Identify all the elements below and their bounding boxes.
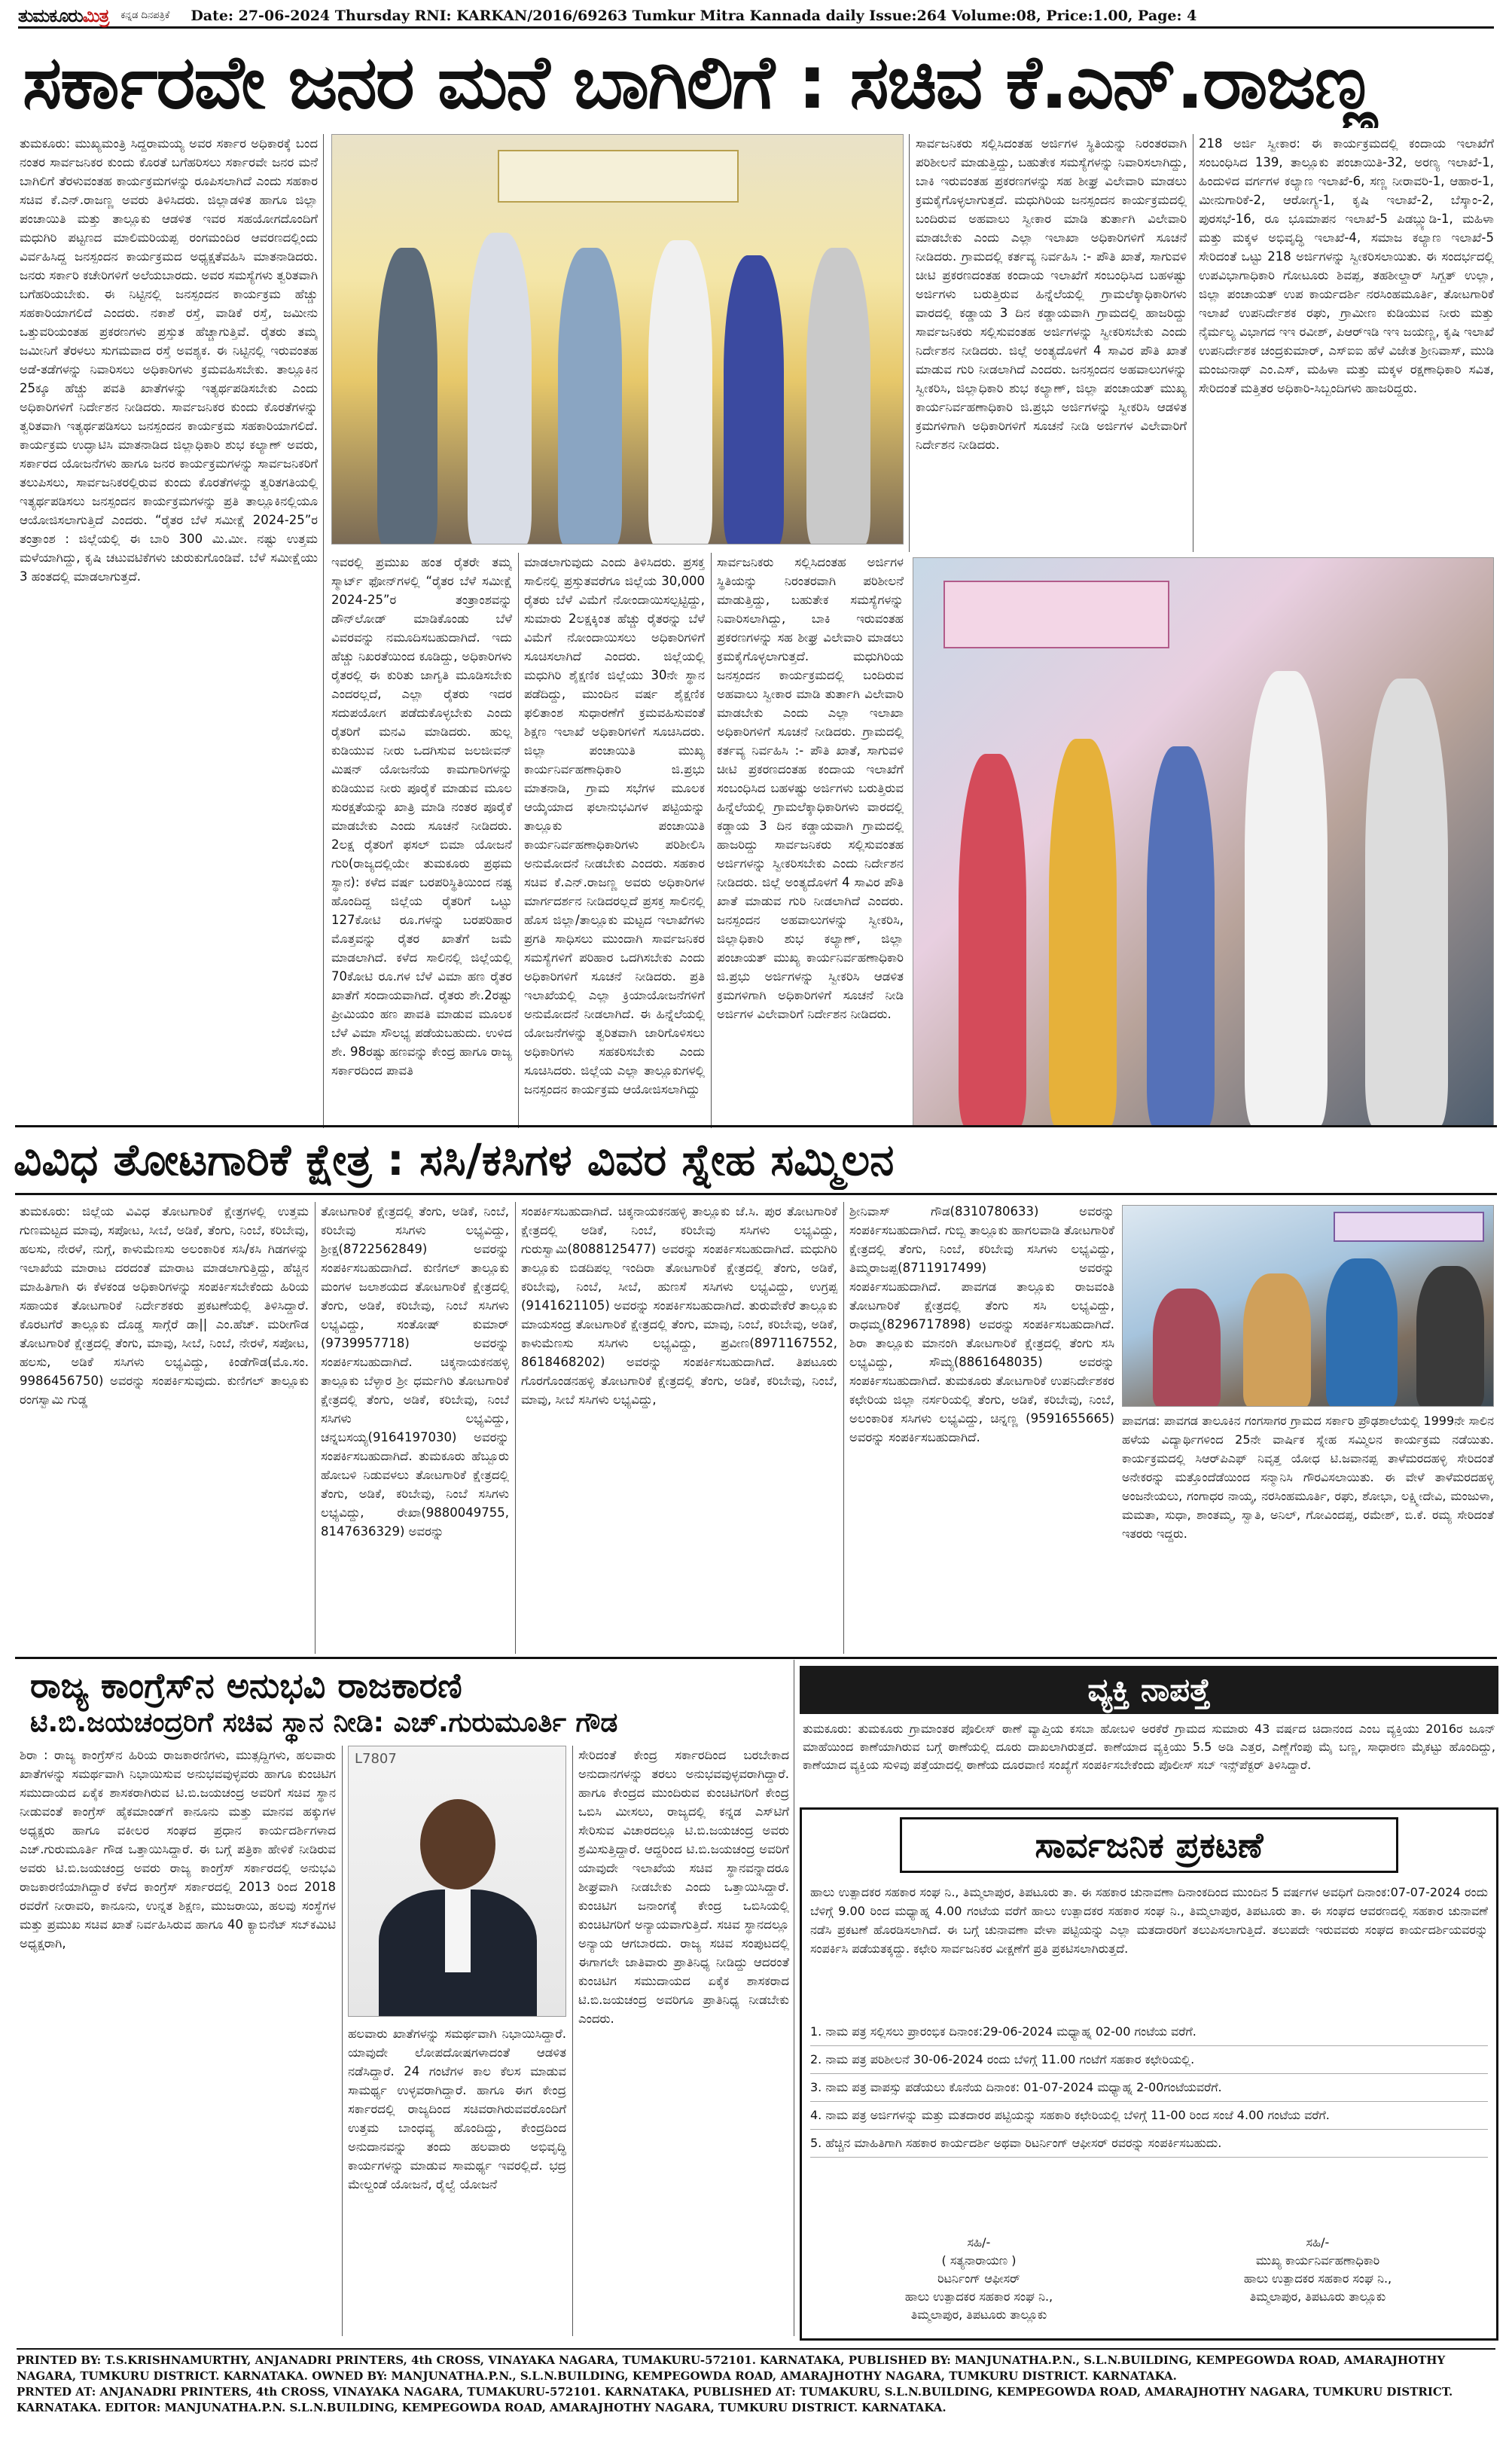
missing-person-headline: ವ್ಯಕ್ತಿ ನಾಪತ್ತೆ [800, 1666, 1498, 1714]
schedule-item: 2. ನಾಮ ಪತ್ರ ಪರಿಶೀಲನೆ 30-06-2024 ರಂದು ಬೆಳಿಗ್ಗೆ 11.00 ಗಂಟೆಗೆ ಸಹಕಾರ ಕಛೇರಿಯಲ್ಲಿ. [810, 2046, 1488, 2074]
public-notice-schedule [810, 2018, 1488, 2158]
notice-signature-left: ಸಹಿ/- ( ಸತ್ಯನಾರಾಯಣ ) ರಿಟರ್ನಿಂಗ್ ಆಫೀಸರ್ ಹಾಲು ಉತ್ಪಾದಕರ ಸಹಕಾರ ಸಂಘ ನಿ., ತಿಮ್ಮಲಾಪುರ, ತಿಪಟೂರು ತಾಲ್ಲೂಕು [904, 2235, 1053, 2322]
imprint-line-2: PRNTED AT: ANJANADRI PRINTERS, 4th CROSS, VINAYAKA NAGARA, TUMAKURU-572101. KARNATAKA, PUBLISHED AT: TUMAKURU, S.L.N.BUILDING, KEMPEGOWDA ROAD, AMARAJHOTHY NAGARA, TUMKURU DISTRICT. KARNATAKA. EDITOR: MANJUNATHA.P.N. S.L.N.BUILDING, KEMPEGOWDA ROAD, AMARAJHOTHY NAGARA, TUMKURU DISTRICT. KARNATAKA. [17, 2385, 1453, 2414]
story1-column-2: ಇವರಲ್ಲಿ ಪ್ರಮುಖ ಹಂತ ರೈತರೇ ತಮ್ಮ ಸ್ಮಾರ್ಟ್ ಫೋನ್‌ಗಳಲ್ಲಿ “ರೈತರ ಬೆಳೆ ಸಮೀಕ್ಷೆ 2024-25”ರ ತಂತ್ರಾಂಶವನ್ನು ಡೌನ್‌ಲೋಡ್ ಮಾಡಿಕೊಂಡು ಬೆಳೆ ವಿವರವನ್ನು ನಮೂದಿಸಬಹುದಾಗಿದೆ. ಇದು ಹೆಚ್ಚು ನಿಖರತೆಯಿಂದ ಕೂಡಿದ್ದು, ಅಧಿಕಾರಿಗಳು ರೈತರಲ್ಲಿ ಈ ಕುರಿತು ಜಾಗೃತಿ ಮೂಡಿಸಬೇಕು ಎಂದರಲ್ಲದೆ, ಎಲ್ಲಾ ರೈತರು ಇದರ ಸದುಪಯೋಗ ಪಡೆದುಕೊಳ್ಳಬೇಕು ಎಂದು ರೈತರಿಗೆ ಮನವಿ ಮಾಡಿದರು. ಹುಲ್ಲ ಕುಡಿಯುವ ನೀರು ಒದಗಿಸುವ ಜಲಜೀವನ್ ಮಿಷನ್ ಯೋಜನೆಯ ಕಾಮಗಾರಿಗಳನ್ನು ಕುಡಿಯುವ ನೀರು ಪೂರೈಕೆ ಮಾಡುವ ಮೂಲ ಸುರಕ್ಷತೆಯನ್ನು ಖಾತ್ರಿ ಮಾಡಿ ನಂತರ ಪೂರೈಕೆ ಮಾಡಬೇಕು ಎಂದು ಸೂಚನೆ ನೀಡಿದರು. 2ಲಕ್ಷ ರೈತರಿಗೆ ಫಸಲ್ ಬಿಮಾ ಯೋಜನೆ ಗುರಿ(ರಾಜ್ಯದಲ್ಲಿಯೇ ತುಮಕೂರು ಪ್ರಥಮ ಸ್ಥಾನ): ಕಳೆದ ವರ್ಷ ಬರಪರಿಸ್ಥಿತಿಯಿಂದ ನಷ್ಟ ಹೊಂದಿದ್ದ ಜಿಲ್ಲೆಯ ರೈತರಿಗೆ ಒಟ್ಟು 127ಕೋಟಿ ರೂ.ಗಳನ್ನು ಬರಪರಿಹಾರ ಮೊತ್ತವನ್ನು ರೈತರ ಖಾತೆಗೆ ಜಮೆ ಮಾಡಲಾಗಿದೆ. ಕಳೆದ ಸಾಲಿನಲ್ಲಿ ಜಿಲ್ಲೆಯಲ್ಲಿ 70ಕೋಟಿ ರೂ.ಗಳ ಬೆಳೆ ವಿಮಾ ಹಣ ರೈತರ ಖಾತೆಗೆ ಸಂದಾಯವಾಗಿದೆ. ರೈತರು ಶೇ.2ರಷ್ಟು ಪ್ರೀಮಿಯಂ ಹಣ ಪಾವತಿ ಮಾಡುವ ಮೂಲಕ ಬೆಳೆ ವಿಮಾ ಸೌಲಭ್ಯ ಪಡೆಯಬಹುದು. ಉಳಿದ ಶೇ. 98ರಷ್ಟು ಹಣವನ್ನು ಕೇಂದ್ರ ಹಾಗೂ ರಾಜ್ಯ ಸರ್ಕಾರದಿಂದ ಪಾವತಿ [331, 555, 512, 1078]
story3-headline: ರಾಜ್ಯ ಕಾಂಗ್ರೆಸ್‌ನ ಅನುಭವಿ ರಾಜಕಾರಣಿ [30, 1665, 462, 1706]
schedule-item: 4. ನಾಮ ಪತ್ರ ಅರ್ಜಿಗಳನ್ನು ಮತ್ತು ಮತದಾರರ ಪಟ್ಟಿಯನ್ನು ಸಹಕಾರಿ ಕಛೇರಿಯಲ್ಲಿ ಬೆಳಿಗ್ಗೆ 11-00 ರಿಂದ ಸಂಜೆ 4.00 ಗಂಟೆಯ ವರೆಗೆ. [810, 2102, 1488, 2130]
masthead [18, 5, 1494, 29]
portrait-label: L7807 [355, 1751, 397, 1767]
story2-column-4: ಶ್ರೀನಿವಾಸ್ ಗೌಡ(8310780633) ಅವರನ್ನು ಸಂಪರ್ಕಿಸಬಹುದಾಗಿದೆ. ಗುಬ್ಬಿ ತಾಲ್ಲೂಕು ಹಾಗಲವಾಡಿ ತೋಟಗಾರಿಕೆ ಕ್ಷೇತ್ರದಲ್ಲಿ ತೆಂಗು, ನಿಂಬೆ, ಕರಿಬೇವು ಸಸಿಗಳು ಲಭ್ಯವಿದ್ದು, ತಿಮ್ಮರಾಜಪ್ಪ(8711917499) ಅವರನ್ನು ಸಂಪರ್ಕಿಸಬಹುದಾಗಿದೆ. ಪಾವಗಡ ತಾಲ್ಲೂಕು ರಾಜವಂತಿ ತೋಟಗಾರಿಕೆ ಕ್ಷೇತ್ರದಲ್ಲಿ ತೆಂಗು ಸಸಿ ಲಭ್ಯವಿದ್ದು, ರಾಧಮ್ಮ(8296717898) ಅವರನ್ನು ಸಂಪರ್ಕಿಸಬಹುದಾಗಿದೆ. ಶಿರಾ ತಾಲ್ಲೂಕು ಮಾನಂಗಿ ತೋಟಗಾರಿಕೆ ಕ್ಷೇತ್ರದಲ್ಲಿ ತೆಂಗು ಸಸಿ ಲಭ್ಯವಿದ್ದು, ಸೌಮ್ಯ(8861648035) ಅವರನ್ನು ಸಂಪರ್ಕಿಸಬಹುದಾಗಿದೆ. ತುಮಕೂರು ತೋಟಗಾರಿಕೆ ಉಪನಿರ್ದೇಶಕರ ಕಛೇರಿಯ ಜಿಲ್ಲಾ ನರ್ಸರಿಯಲ್ಲಿ ತೆಂಗು, ಅಡಿಕೆ, ಕರಿಬೇವು, ನಿಂಬೆ, ಅಲಂಕಾರಿಕ ಸಸಿಗಳು ಲಭ್ಯವಿದ್ದು, ಚಿನ್ನಣ್ಣ (9591655665) ಅವರನ್ನು ಸಂಪರ್ಕಿಸಬಹುದಾಗಿದೆ. [849, 1204, 1114, 1444]
schedule-item: 5. ಹೆಚ್ಚಿನ ಮಾಹಿತಿಗಾಗಿ ಸಹಕಾರ ಕಾರ್ಯದರ್ಶಿ ಅಥವಾ ರಿಟರ್ನಿಂಗ್ ಆಫೀಸರ್ ರವರನ್ನು ಸಂಪರ್ಕಿಸಬಹುದು. [810, 2130, 1488, 2158]
story3-column-3: ಸೇರಿದಂತೆ ಕೇಂದ್ರ ಸರ್ಕಾರದಿಂದ ಬರಬೇಕಾದ ಅನುದಾನಗಳನ್ನು ತರಲು ಅನುಭವವುಳ್ಳವರಾಗಿದ್ದಾರೆ. ಹಾಗೂ ಕೇಂದ್ರದ ಮುಂದಿರುವ ಕುಂಚಿಟಿಗರಿಗೆ ಕೇಂದ್ರ ಒಬಿಸಿ ಮೀಸಲು, ರಾಜ್ಯದಲ್ಲಿ ಕನ್ನಡ ಎಸ್‌ಟಿಗೆ ಸೇರಿಸುವ ವಿಚಾರದಲ್ಲೂ ಟಿ.ಬಿ.ಜಯಚಂದ್ರ ಅವರು ಶ್ರಮಿಸುತ್ತಿದ್ದಾರೆ. ಆದ್ದರಿಂದ ಟಿ.ಬಿ.ಜಯಚಂದ್ರ ಅವರಿಗೆ ಯಾವುದೇ ಇಲಾಖೆಯ ಸಚಿವ ಸ್ಥಾನವನ್ನಾದರೂ ಶೀಘ್ರವಾಗಿ ನೀಡಬೇಕು ಎಂದು ಒತ್ತಾಯಿಸಿದ್ದಾರೆ. ಕುಂಚಿಟಿಗ ಜನಾಂಗಕ್ಕೆ ಕೇಂದ್ರ ಒಬಿಸಿಯಲ್ಲಿ ಕುಂಚಿಟಿಗರಿಗೆ ಅನ್ಯಾಯವಾಗುತ್ತಿದೆ. ಸಚಿವ ಸ್ಥಾನದಲ್ಲೂ ಅನ್ಯಾಯ ಆಗಬಾರದು. ರಾಜ್ಯ ಸಚಿವ ಸಂಪುಟದಲ್ಲಿ ಈಗಾಗಲೇ ಜಾತಿವಾರು ಪ್ರಾತಿನಿಧ್ಯ ನೀಡಿದ್ದು ಆದರಂತೆ ಕುಂಚಿಟಿಗ ಸಮುದಾಯದ ಏಕೈಕ ಶಾಸಕರಾದ ಟಿ.ಬಿ.ಜಯಚಂದ್ರ ಅವರಿಗೂ ಪ್ರಾತಿನಿಧ್ಯ ನೀಡಬೇಕು ಎಂದರು. [578, 1748, 789, 2026]
schedule-item: 1. ನಾಮ ಪತ್ರ ಸಲ್ಲಿಸಲು ಪ್ರಾರಂಭಿಕ ದಿನಾಂಕ:29-06-2024 ಮಧ್ಯಾಹ್ನ 02-00 ಗಂಟೆಯ ವರೆಗೆ. [810, 2018, 1488, 2046]
story1-headline: ಸರ್ಕಾರವೇ ಜನರ ಮನೆ ಬಾಗಿಲಿಗೆ : ಸಚಿವ ಕೆ.ಎನ್.ರಾಜಣ್ಣ [23, 40, 1376, 126]
public-notice-headline: ಸಾರ್ವಜನಿಕ ಪ್ರಕಟಣೆ [900, 1817, 1398, 1873]
logo-part2: ಮಿತ್ರ [82, 5, 109, 26]
story1-column-1: ತುಮಕೂರು: ಮುಖ್ಯಮಂತ್ರಿ ಸಿದ್ದರಾಮಯ್ಯ ಅವರ ಸರ್ಕಾರ ಅಧಿಕಾರಕ್ಕೆ ಬಂದ ನಂತರ ಸಾರ್ವಜನಿಕರ ಕುಂದು ಕೊರತೆ ಬಗೆಹರಿಸಲು ಸರ್ಕಾರವೇ ಜನರ ಮನೆ ಬಾಗಿಲಿಗೆ ತೆರಳುವಂತಹ ಕಾರ್ಯಕ್ರಮಗಳನ್ನು ರೂಪಿಸಲಾಗಿದೆ ಎಂದು ಸಹಕಾರ ಸಚಿವ ಕೆ.ಎನ್.ರಾಜಣ್ಣ ಅವರು ತಿಳಿಸಿದರು. ಜಿಲ್ಲಾಡಳಿತ ಹಾಗೂ ಜಿಲ್ಲಾ ಪಂಚಾಯಿತಿ ಮತ್ತು ತಾಲ್ಲೂಕು ಆಡಳಿತ ಇವರ ಸಹಯೋಗದೊಂದಿಗೆ ಮಧುಗಿರಿ ಪಟ್ಟಣದ ಮಾಲಿಮರಿಯಪ್ಪ ರಂಗಮಂದಿರ ಆವರಣದಲ್ಲಿಂದು ವಿರ್ವಹಿಸಿದ್ದ ಜನಸ್ಪಂದನ ಕಾರ್ಯಕ್ರಮದ ಅಧ್ಯಕ್ಷತೆವಹಿಸಿ ಮಾತನಾಡಿದರು. ಜನರು ಸರ್ಕಾರಿ ಕಚೇರಿಗಳಿಗೆ ಅಲೆಯಬಾರದು. ಅವರ ಸಮಸ್ಯೆಗಳು ತ್ವರಿತವಾಗಿ ಬಗೆಹರಿಯಬೇಕು. ಈ ನಿಟ್ಟಿನಲ್ಲಿ ಜನಸ್ಪಂದನ ಕಾರ್ಯಕ್ರಮ ಹೆಚ್ಚು ಸಹಕಾರಿಯಾಗಲಿದೆ ಎಂದರು. ನಕಾಶೆ ರಸ್ತೆ, ವಾಡಿಕೆ ರಸ್ತೆ, ಜಮೀನು ಒತ್ತುವರಿಯಂತಹ ಪ್ರಕರಣಗಳು ಪ್ರಸ್ತುತ ಹೆಚ್ಚಾಗುತ್ತಿವೆ. ರೈತರು ತಮ್ಮ ಜಮೀನಿಗೆ ತೆರಳಲು ಸುಗಮವಾದ ರಸ್ತೆ ಅವಶ್ಯಕ. ಈ ನಿಟ್ಟಿನಲ್ಲಿ ಇರುವಂತಹ ಅಡೆ-ತಡೆಗಳನ್ನು ನಿವಾರಿಸಲು ಅಧಿಕಾರಿಗಳು ಕ್ರಮವಹಿಸಬೇಕು. ತಾಲ್ಲೂಕಿನ 25ಕ್ಕೂ ಹೆಚ್ಚು ಪವತಿ ಖಾತೆಗಳನ್ನು ಇತ್ಯರ್ಥಪಡಿಸಬೇಕು ಎಂದು ಅಧಿಕಾರಿಗಳಿಗೆ ನಿರ್ದೇಶನ ನೀಡಿದರು. ಸಾರ್ವಜನಿಕರ ಕುಂದು ಕೊರತೆಗಳನ್ನು ತ್ವರಿತವಾಗಿ ಇತ್ಯರ್ಥಪಡಿಸಲು ಜನಸ್ಪಂದನ ಕಾರ್ಯಕ್ರಮ ಸಹಕಾರಿಯಾಗಲಿದೆ. ಕಾರ್ಯಕ್ರಮ ಉದ್ಘಾಟಿಸಿ ಮಾತನಾಡಿದ ಜಿಲ್ಲಾಧಿಕಾರಿ ಶುಭ ಕಲ್ಯಾಣ್ ಅವರು, ಸರ್ಕಾರದ ಯೋಜನೆಗಳು ಹಾಗೂ ಜನರ ಕಾರ್ಯಕ್ರಮಗಳನ್ನು ಸಾರ್ವಜನಿಕರಿಗೆ ತಲುಪಿಸಲು, ಸಾರ್ವಜನಿಕರಲ್ಲಿರುವ ಕುಂದು ಕೊರತೆಗಳನ್ನು ತ್ವರಿತಗತಿಯಲ್ಲಿ ಇತ್ಯರ್ಥಪಡಿಸಲು ಜನಸ್ಪಂದನ ಕಾರ್ಯಕ್ರಮಗಳನ್ನು ಪ್ರತಿ ತಾಲ್ಲೂಕಿನಲ್ಲಿಯೂ ಆಯೋಜಿಸಲಾಗುತ್ತಿದೆ ಎಂದರು. “ರೈತರ ಬೆಳೆ ಸಮೀಕ್ಷೆ 2024-25”ರ ತಂತ್ರಾಂಶ : ಜಿಲ್ಲೆಯಲ್ಲಿ ಈ ಬಾರಿ 300 ಮಿ.ಮೀ. ನಷ್ಟು ಉತ್ತಮ ಮಳೆಯಾಗಿದ್ದು, ಕೃಷಿ ಚಟುವಟಿಕೆಗಳು ಚುರುಕುಗೊಂಡಿವೆ. ಬೆಳೆ ಸಮೀಕ್ಷೆಯು 3 ಹಂತದಲ್ಲಿ ಮಾಡಲಾಗುತ್ತದೆ. [20, 136, 318, 584]
story3-column-1: ಶಿರಾ : ರಾಜ್ಯ ಕಾಂಗ್ರೆಸ್‌ನ ಹಿರಿಯ ರಾಜಕಾರಣಿಗಳು, ಮುತ್ಸದ್ದಿಗಳು, ಹಲವಾರು ಖಾತೆಗಳನ್ನು ಸಮರ್ಥವಾಗಿ ನಿಭಾಯಿಸುವ ಅನುಭವವುಳ್ಳವರು ಹಾಗೂ ಕುಂಚಿಟಿಗ ಸಮುದಾಯದ ಏಕೈಕ ಶಾಸಕರಾಗಿರುವ ಟಿ.ಬಿ.ಜಯಚಂದ್ರ ಅವರಿಗೆ ಸಚಿವ ಸ್ಥಾನ ನೀಡುವಂತೆ ಕಾಂಗ್ರೆಸ್ ಹೈಕಮಾಂಡ್‌ಗೆ ಕಾನೂನು ಮತ್ತು ಮಾನವ ಹಕ್ಕುಗಳ ಅಧ್ಯಕ್ಷರು ಹಾಗೂ ವಕೀಲರ ಸಂಘದ ಪ್ರಧಾನ ಕಾರ್ಯದರ್ಶಿಗಳಾದ ಎಚ್.ಗುರುಮೂರ್ತಿ ಗೌಡ ಒತ್ತಾಯಿಸಿದ್ದಾರೆ. ಈ ಬಗ್ಗೆ ಪತ್ರಿಕಾ ಹೇಳಿಕೆ ನೀಡಿರುವ ಅವರು ಟಿ.ಬಿ.ಜಯಚಂದ್ರ ಅವರು ರಾಜ್ಯ ಕಾಂಗ್ರೆಸ್ ಸರ್ಕಾರದಲ್ಲಿ ಅನುಭವಿ ರಾಜಕಾರಣಿಯಾಗಿದ್ದಾರೆ ಕಳೆದ ಕಾಂಗ್ರೆಸ್ ಸರ್ಕಾರದಲ್ಲಿ 2013 ರಿಂದ 2018 ರವರೆಗೆ ನೀರಾವರಿ, ಕಾನೂನು, ಉನ್ನತ ಶಿಕ್ಷಣ, ಮುಜರಾಯಿ, ಹಲವು ಸಂಸ್ಥೆಗಳ ಮತ್ತು ಪ್ರಮುಖ ಸಚಿವ ಖಾತೆ ನಿರ್ವಹಿಸಿರುವ ಹಾಗೂ 40 ಕ್ಯಾಬಿನೆಟ್ ಸಬ್‌ಕಮಿಟಿ ಅಧ್ಯಕ್ಷರಾಗಿ, [20, 1748, 336, 1951]
story1-photo-exhibition [913, 557, 1494, 1126]
notice-signature-right: ಸಹಿ/- ಮುಖ್ಯ ಕಾರ್ಯನಿರ್ವಹಣಾಧಿಕಾರಿ ಹಾಲು ಉತ್ಪಾದಕರ ಸಹಕಾರ ಸಂಘ ನಿ., ತಿಮ್ಮಲಾಪುರ, ತಿಪಟೂರು ತಾಲ್ಲೂಕು [1243, 2235, 1392, 2304]
story3-portrait-photo [348, 1746, 566, 2017]
story2-photo-caption: ಪಾವಗಡ: ಪಾವಗಡ ತಾಲೂಕಿನ ಗಂಗಸಾಗರ ಗ್ರಾಮದ ಸರ್ಕಾರಿ ಪ್ರೌಢಶಾಲೆಯಲ್ಲಿ 1999ನೇ ಸಾಲಿನ ಹಳೆಯ ವಿದ್ಯಾರ್ಥಿಗಳಿಂದ 25ನೇ ವಾರ್ಷಿಕ ಸ್ನೇಹ ಸಮ್ಮಿಲನ ಕಾರ್ಯಕ್ರಮ ನಡೆಯಿತು. ಕಾರ್ಯಕ್ರಮದಲ್ಲಿ ಸಿಆರ್‌ಪಿಎಫ್ ನಿವೃತ್ತ ಯೋಧ ಟಿ.ಜವಾನಪ್ಪ ತಾಳೆಮರದಹಳ್ಳಿ ಸೇರಿದಂತೆ ಅನೇಕರನ್ನು ಮತ್ತೊಂದೆಡೆಯಿಂದ ಸನ್ಮಾನಿಸಿ ಗೌರವಿಸಲಾಯಿತು. ಈ ವೇಳೆ ತಾಳೆಮರದಹಳ್ಳಿ ಅಂಜನೇಯಲು, ಗಂಗಾಧರ ನಾಯ್ಕ, ನರಸಿಂಹಮೂರ್ತಿ, ರಘು, ಶೋಭಾ, ಲಕ್ಷ್ಮೀದೇವಿ, ಮಂಜುಳಾ, ಮಮತಾ, ಸುಧಾ, ಶಾಂತಮ್ಮ, ಸ್ವಾತಿ, ಅನಿಲ್, ಗೋವಿಂದಪ್ಪ, ರಮೇಶ್, ಬಿ.ಕೆ. ರಮ್ಯ ಸೇರಿದಂತೆ ಇತರರು ಇದ್ದರು. [1122, 1414, 1494, 1541]
story1-column-3: ಮಾಡಲಾಗುವುದು ಎಂದು ತಿಳಿಸಿದರು. ಪ್ರಸಕ್ತ ಸಾಲಿನಲ್ಲಿ ಪ್ರಸ್ತುತವರೆಗೂ ಜಿಲ್ಲೆಯ 30,000 ರೈತರು ಬೆಳೆ ವಿಮೆಗೆ ನೋಂದಾಯಿಸಲ್ಪಟ್ಟಿದ್ದು, ಸುಮಾರು 2ಲಕ್ಷಕ್ಕಿಂತ ಹೆಚ್ಚು ರೈತರನ್ನು ಬೆಳೆ ವಿಮೆಗೆ ನೋಂದಾಯಿಸಲು ಅಧಿಕಾರಿಗಳಿಗೆ ಸೂಚಿಸಲಾಗಿದೆ ಎಂದರು. ಜಿಲ್ಲೆಯಲ್ಲಿ ಮಧುಗಿರಿ ಶೈಕ್ಷಣಿಕ ಜಿಲ್ಲೆಯು 30ನೇ ಸ್ಥಾನ ಪಡೆದಿದ್ದು, ಮುಂದಿನ ವರ್ಷ ಶೈಕ್ಷಣಿಕ ಫಲಿತಾಂಶ ಸುಧಾರಣೆಗೆ ಕ್ರಮವಹಿಸುವಂತೆ ಶಿಕ್ಷಣ ಇಲಾಖೆ ಅಧಿಕಾರಿಗಳಿಗೆ ಸೂಚಿಸಿದರು. ಜಿಲ್ಲಾ ಪಂಚಾಯಿತಿ ಮುಖ್ಯ ಕಾರ್ಯನಿರ್ವಹಣಾಧಿಕಾರಿ ಜಿ.ಪ್ರಭು ಮಾತನಾಡಿ, ಗ್ರಾಮ ಸಭೆಗಳ ಮೂಲಕ ಆಯ್ಕೆಯಾದ ಫಲಾನುಭವಿಗಳ ಪಟ್ಟಿಯನ್ನು ತಾಲ್ಲೂಕು ಪಂಚಾಯಿತಿ ಕಾರ್ಯನಿರ್ವಹಣಾಧಿಕಾರಿಗಳು ಪರಿಶೀಲಿಸಿ ಅನುಮೋದನೆ ನೀಡಬೇಕು ಎಂದರು. ಸಹಕಾರ ಸಚಿವ ಕೆ.ಎನ್.ರಾಜಣ್ಣ ಅವರು ಅಧಿಕಾರಿಗಳ ಮಾರ್ಗದರ್ಶನ ನೀಡಿದರಲ್ಲದೆ ಪ್ರಸಕ್ತ ಸಾಲಿನಲ್ಲಿ ಹೊಸ ಜಿಲ್ಲಾ/ತಾಲ್ಲೂಕು ಮಟ್ಟದ ಇಲಾಖೆಗಳು ಪ್ರಗತಿ ಸಾಧಿಸಲು ಮುಂದಾಗಿ ಸಾರ್ವಜನಿಕರ ಸಮಸ್ಯೆಗಳಿಗೆ ಪರಿಹಾರ ಒದಗಿಸಬೇಕು ಎಂದು ಅಧಿಕಾರಿಗಳಿಗೆ ಸೂಚನೆ ನೀಡಿದರು. ಪ್ರತಿ ಇಲಾಖೆಯಲ್ಲಿ ಎಲ್ಲಾ ಕ್ರಿಯಾಯೋಜನೆಗಳಿಗೆ ಅನುಮೋದನೆ ನೀಡಲಾಗಿದೆ. ಈ ಹಿನ್ನೆಲೆಯಲ್ಲಿ ಯೋಜನೆಗಳನ್ನು ತ್ವರಿತವಾಗಿ ಜಾರಿಗೊಳಿಸಲು ಅಧಿಕಾರಿಗಳು ಸಹಕರಿಸಬೇಕು ಎಂದು ಸೂಚಿಸಿದರು. ಜಿಲ್ಲೆಯ ಎಲ್ಲಾ ತಾಲ್ಲೂಕುಗಳಲ್ಲಿ ಜನಸ್ಪಂದನ ಕಾರ್ಯಕ್ರಮ ಆಯೋಜಿಸಲಾಗಿದ್ದು [524, 555, 705, 1096]
story1-column-4a: ಸಾರ್ವಜನಿಕರು ಸಲ್ಲಿಸಿದಂತಹ ಅರ್ಜಿಗಳ ಸ್ಥಿತಿಯನ್ನು ನಿರಂತರವಾಗಿ ಪರಿಶೀಲನೆ ಮಾಡುತ್ತಿದ್ದು, ಬಹುತೇಕ ಸಮಸ್ಯೆಗಳನ್ನು ನಿವಾರಿಸಲಾಗಿದ್ದು, ಬಾಕಿ ಇರುವಂತಹ ಪ್ರಕರಣಗಳನ್ನು ಸಹ ಶೀಘ್ರ ವಿಲೇವಾರಿ ಮಾಡಲು ಕ್ರಮಕೈಗೊಳ್ಳಲಾಗುತ್ತದೆ. ಮಧುಗಿರಿಯ ಜನಸ್ಪಂದನ ಕಾರ್ಯಕ್ರಮದಲ್ಲಿ ಬಂದಿರುವ ಅಹವಾಲು ಸ್ವೀಕಾರ ಮಾಡಿ ತುರ್ತಾಗಿ ವಿಲೇವಾರಿ ಮಾಡಬೇಕು ಎಂದು ಎಲ್ಲಾ ಇಲಾಖಾ ಅಧಿಕಾರಿಗಳಿಗೆ ಸೂಚನೆ ನೀಡಿದರು. ಗ್ರಾಮದಲ್ಲಿ ಕರ್ತವ್ಯ ನಿರ್ವಹಿಸಿ :- ಪೌತಿ ಖಾತೆ, ಸಾಗುವಳಿ ಚೀಟಿ ಪ್ರಕರಣದಂತಹ ಕಂದಾಯ ಇಲಾಖೆಗೆ ಸಂಬಂಧಿಸಿದ ಬಹಳಷ್ಟು ಅರ್ಜಿಗಳು ಬರುತ್ತಿರುವ ಹಿನ್ನೆಲೆಯಲ್ಲಿ ಗ್ರಾಮಲೆಕ್ಕಾಧಿಕಾರಿಗಳು ವಾರದಲ್ಲಿ ಕಡ್ಡಾಯ 3 ದಿನ ಕಡ್ಡಾಯವಾಗಿ ಗ್ರಾಮದಲ್ಲಿ ಹಾಜರಿದ್ದು ಸಾರ್ವಜನಿಕರು ಸಲ್ಲಿಸುವಂತಹ ಅರ್ಜಿಗಳನ್ನು ಸ್ವೀಕರಿಸಬೇಕು ಎಂದು ನಿರ್ದೇಶನ ನೀಡಿದರು. ಜಿಲ್ಲೆ ಅಂತ್ಯದೊಳಗೆ 4 ಸಾವಿರ ಪೌತಿ ಖಾತೆ ಮಾಡುವ ಗುರಿ ನೀಡಲಾಗಿದೆ ಎಂದರು. ಜನಸ್ಪಂದನ ಅಹವಾಲುಗಳನ್ನು ಸ್ವೀಕರಿಸಿ, ಜಿಲ್ಲಾಧಿಕಾರಿ ಶುಭ ಕಲ್ಯಾಣ್, ಜಿಲ್ಲಾ ಪಂಚಾಯತ್ ಮುಖ್ಯ ಕಾರ್ಯನಿರ್ವಹಣಾಧಿಕಾರಿ ಜಿ.ಪ್ರಭು ಅರ್ಜಿಗಳನ್ನು ಸ್ವೀಕರಿಸಿ ಆಡಳಿತ ಕ್ರಮಗಳಿಗಾಗಿ ಅಧಿಕಾರಿಗಳಿಗೆ ಸೂಚನೆ ನೀಡಿ ಅರ್ಜಿಗಳ ವಿಲೇವಾರಿಗೆ ನಿರ್ದೇಶನ ನೀಡಿದರು. [916, 136, 1187, 452]
masthead-info: Date: 27-06-2024 Thursday RNI: KARKAN/2016/69263 Tumkur Mitra Kannada daily Issue:264 Volume:08, Price:1.00, Page: 4 [191, 7, 1197, 24]
story2-column-1: ತುಮಕೂರು: ಜಿಲ್ಲೆಯ ವಿವಿಧ ತೋಟಗಾರಿಕೆ ಕ್ಷೇತ್ರಗಳಲ್ಲಿ ಉತ್ತಮ ಗುಣಮಟ್ಟದ ಮಾವು, ಸಪೋಟ, ಸೀಬೆ, ಅಡಿಕೆ, ತೆಂಗು, ನಿಂಬೆ, ಕರಿಬೇವು, ಹಲಸು, ನೇರಳೆ, ನುಗ್ಗೆ, ಕಾಳುಮೆಣಸು ಅಲಂಕಾರಿಕ ಸಸಿ/ಕಸಿ ಗಿಡಗಳನ್ನು ಇಲಾಖೆಯ ಮಾರಾಟ ದರದಂತೆ ಮಾರಾಟ ಮಾಡಲಾಗುತ್ತಿದ್ದು, ಹೆಚ್ಚಿನ ಮಾಹಿತಿಗಾಗಿ ಈ ಕೆಳಕಂಡ ಅಧಿಕಾರಿಗಳನ್ನು ಸಂಪರ್ಕಿಸಬೇಕೆಂದು ಹಿರಿಯ ಸಹಾಯಕ ತೋಟಗಾರಿಕೆ ನಿರ್ದೇಶಕರು ಪ್ರಕಟಣೆಯಲ್ಲಿ ತಿಳಿಸಿದ್ದಾರೆ. ಕೊರಟಗೆರೆ ತಾಲ್ಲೂಕು ದೊಡ್ಡ ಸಾಗ್ಗೆರೆ ಡಾ|| ಎಂ.ಹೆಚ್. ಮರೀಗೌಡ ತೋಟಗಾರಿಕೆ ಕ್ಷೇತ್ರದಲ್ಲಿ ತೆಂಗು, ಮಾವು, ಸೀಬೆ, ನಿಂಬೆ, ನೇರಳೆ, ಸಪೋಟ, ಹಲಸು, ಅಡಿಕೆ ಸಸಿಗಳು ಲಭ್ಯವಿದ್ದು, ಕಿಂಡೆಗೌಡ(ಮೊ.ಸಂ. 9986456750) ಅವರನ್ನು ಸಂಪರ್ಕಿಸುವುದು. ಕುಣಿಗಲ್ ತಾಲ್ಲೂಕು ರಂಗಸ್ವಾಮಿ ಗುಡ್ಡ [20, 1204, 309, 1407]
schedule-item: 3. ನಾಮ ಪತ್ರ ವಾಪಸ್ಸು ಪಡೆಯಲು ಕೊನೆಯ ದಿನಾಂಕ: 01-07-2024 ಮಧ್ಯಾಹ್ನ 2-00ಗಂಟೆಯವರೆಗೆ. [810, 2074, 1488, 2102]
story2-column-2: ತೋಟಗಾರಿಕೆ ಕ್ಷೇತ್ರದಲ್ಲಿ ತೆಂಗು, ಅಡಿಕೆ, ನಿಂಬೆ, ಕರಿಬೇವು ಸಸಿಗಳು ಲಭ್ಯವಿದ್ದು, ಶ್ರೀಕ್ಷ(8722562849) ಅವರನ್ನು ಸಂಪರ್ಕಿಸಬಹುದಾಗಿದೆ. ಕುಣಿಗಲ್ ತಾಲ್ಲೂಕು ಮಂಗಳ ಜಲಾಶಯದ ತೋಟಗಾರಿಕೆ ಕ್ಷೇತ್ರದಲ್ಲಿ ತೆಂಗು, ಅಡಿಕೆ, ಕರಿಬೇವು, ನಿಂಬೆ ಸಸಿಗಳು ಲಭ್ಯವಿದ್ದು, ಸಂತೋಷ್ ಕುಮಾರ್ (9739957718) ಅವರನ್ನು ಸಂಪರ್ಕಿಸಬಹುದಾಗಿದೆ. ಚಿಕ್ಕನಾಯಕನಹಳ್ಳಿ ತಾಲ್ಲೂಕು ಬೆಳ್ಳಾರ ಶ್ರೀ ಧರ್ಮಗಿರಿ ತೋಟಗಾರಿಕೆ ಕ್ಷೇತ್ರದಲ್ಲಿ ತೆಂಗು, ಅಡಿಕೆ, ಕರಿಬೇವು, ನಿಂಬೆ ಸಸಿಗಳು ಲಭ್ಯವಿದ್ದು, ಚನ್ನಬಸಯ್ಯ(9164197030) ಅವರನ್ನು ಸಂಪರ್ಕಿಸಬಹುದಾಗಿದೆ. ತುಮಕೂರು ಹೆಬ್ಬೂರು ಹೋಬಳಿ ನಿಡುವಳಲು ತೋಟಗಾರಿಕೆ ಕ್ಷೇತ್ರದಲ್ಲಿ ತೆಂಗು, ಅಡಿಕೆ, ಕರಿಬೇವು, ನಿಂಬೆ ಸಸಿಗಳು ಲಭ್ಯವಿದ್ದು, ರೇಖಾ(9880049755, 8147636329) ಅವರನ್ನು [321, 1204, 509, 1539]
masthead-tagline: ಕನ್ನಡ ದಿನಪತ್ರಿಕೆ [120, 10, 170, 21]
story1-column-5: 218 ಅರ್ಜಿ ಸ್ವೀಕಾರ: ಈ ಕಾರ್ಯಕ್ರಮದಲ್ಲಿ ಕಂದಾಯ ಇಲಾಖೆಗೆ ಸಂಬಂಧಿಸಿದ 139, ತಾಲ್ಲೂಕು ಪಂಚಾಯಿತಿ-32, ಅರಣ್ಯ ಇಲಾಖೆ-1, ಹಿಂದುಳಿದ ವರ್ಗಗಳ ಕಲ್ಯಾಣ ಇಲಾಖೆ-6, ಸಣ್ಣ ನೀರಾವರಿ-1, ಆಹಾರ-1, ಮೀನುಗಾರಿಕೆ-2, ಆರೋಗ್ಯ-1, ಕೃಷಿ ಇಲಾಖೆ-2, ಬೆಸ್ಕಾಂ-2, ಪುರಸಭೆ-16, ರೂ ಭೂಮಾಪನ ಇಲಾಖೆ-5 ಪಿಡಬ್ಲ್ಯುಡಿ-1, ಮಹಿಳಾ ಮತ್ತು ಮಕ್ಕಳ ಅಭಿವೃದ್ಧಿ ಇಲಾಖೆ-4, ಸಮಾಜ ಕಲ್ಯಾಣ ಇಲಾಖೆ-5 ಸೇರಿದಂತೆ ಒಟ್ಟು 218 ಅರ್ಜಿಗಳನ್ನು ಸ್ವೀಕರಿಸಲಾಯಿತು. ಈ ಸಂದರ್ಭದಲ್ಲಿ ಉಪವಿಭಾಗಾಧಿಕಾರಿ ಗೋಟೂರು ಶಿವಪ್ಪ, ತಹಶೀಲ್ದಾರ್ ಸಿಗ್ಬತ್ ಉಲ್ಲಾ, ಜಿಲ್ಲಾ ಪಂಚಾಯತ್ ಉಪ ಕಾರ್ಯದರ್ಶಿ ನರಸಿಂಹಮೂರ್ತಿ, ತೋಟಗಾರಿಕೆ ಇಲಾಖೆ ಉಪನಿರ್ದೇಶಕ ರಘು, ಗ್ರಾಮೀಣ ಕುಡಿಯುವ ನೀರು ಮತ್ತು ನೈರ್ಮಲ್ಯ ವಿಭಾಗದ ಇಇ ರವೀಶ್, ಪಿಆರ್‌ಇಡಿ ಇಇ ಜಯಣ್ಣ, ಕೃಷಿ ಇಲಾಖೆ ಉಪನಿರ್ದೇಶಕ ಚಂದ್ರಕುಮಾರ್, ಎಸ್ಐಐ ಹೆಳೆ ವಿಜೇತ ಶ್ರೀನಿವಾಸ್, ಮುಡಿ ಮಂಜುನಾಥ್ ಎಂ.ಎಸ್, ಮಹಿಳಾ ಮತ್ತು ಮಕ್ಕಳ ರಕ್ಷಣಾಧಿಕಾರಿ ಸವಿತ, ಸೇರಿದಂತೆ ಮತ್ತಿತರ ಅಧಿಕಾರಿ-ಸಿಬ್ಬಂದಿಗಳು ಹಾಜರಿದ್ದರು. [1199, 136, 1494, 395]
imprint-line-1: PRINTED BY: T.S.KRISHNAMURTHY, ANJANADRI PRINTERS, 4th CROSS, VINAYAKA NAGARA, TUMAKURU-572101. KARNATAKA, PUBLISHED BY: MANJUNATHA.P.N., S.L.N.BUILDING, KEMPEGOWDA ROAD, AMARAJHOTHY NAGARA, TUMKURU DISTRICT. KARNATAKA. OWNED BY: MANJUNATHA.P.N., S.L.N.BUILDING, KEMPEGOWDA ROAD, AMARAJHOTHY NAGARA, TUMKURU DISTRICT. KARNATAKA. [17, 2353, 1446, 2383]
imprint-footer [17, 2348, 1495, 2416]
story3-subheadline: ಟಿ.ಬಿ.ಜಯಚಂದ್ರರಿಗೆ ಸಚಿವ ಸ್ಥಾನ ನೀಡಿ: ಎಚ್.ಗುರುಮೂರ್ತಿ ಗೌಡ [30, 1707, 618, 1738]
newspaper-logo [18, 5, 108, 26]
story3-column-2: ಹಲವಾರು ಖಾತೆಗಳನ್ನು ಸಮರ್ಥವಾಗಿ ನಿಭಾಯಿಸಿದ್ದಾರೆ. ಯಾವುದೇ ಲೋಪದೋಷಗಳಾದಂತೆ ಆಡಳಿತ ನಡೆಸಿದ್ದಾರೆ. 24 ಗಂಟೆಗಳ ಕಾಲ ಕೆಲಸ ಮಾಡುವ ಸಾಮರ್ಥ್ಯ ಉಳ್ಳವರಾಗಿದ್ದಾರೆ. ಹಾಗೂ ಈಗ ಕೇಂದ್ರ ಸರ್ಕಾರದಲ್ಲಿ ರಾಜ್ಯದಿಂದ ಸಚಿವರಾಗಿರುವವರೊಂದಿಗೆ ಉತ್ತಮ ಬಾಂಧವ್ಯ ಹೊಂದಿದ್ದು, ಕೇಂದ್ರದಿಂದ ಅನುದಾನವನ್ನು ತಂದು ಹಲವಾರು ಅಭಿವೃದ್ಧಿ ಕಾರ್ಯಗಳನ್ನು ಮಾಡುವ ಸಾಮರ್ಥ್ಯ ಇವರಲ್ಲಿದೆ. ಭದ್ರ ಮೇಲ್ದಂಡೆ ಯೋಜನೆ, ರೈಲ್ವೆ ಯೋಜನೆ [348, 2027, 566, 2191]
story2-photo-reunion [1122, 1205, 1494, 1407]
story1-column-4: ಸಾರ್ವಜನಿಕರು ಸಲ್ಲಿಸಿದಂತಹ ಅರ್ಜಿಗಳ ಸ್ಥಿತಿಯನ್ನು ನಿರಂತರವಾಗಿ ಪರಿಶೀಲನೆ ಮಾಡುತ್ತಿದ್ದು, ಬಹುತೇಕ ಸಮಸ್ಯೆಗಳನ್ನು ನಿವಾರಿಸಲಾಗಿದ್ದು, ಬಾಕಿ ಇರುವಂತಹ ಪ್ರಕರಣಗಳನ್ನು ಸಹ ಶೀಘ್ರ ವಿಲೇವಾರಿ ಮಾಡಲು ಕ್ರಮಕೈಗೊಳ್ಳಲಾಗುತ್ತದೆ. ಮಧುಗಿರಿಯ ಜನಸ್ಪಂದನ ಕಾರ್ಯಕ್ರಮದಲ್ಲಿ ಬಂದಿರುವ ಅಹವಾಲು ಸ್ವೀಕಾರ ಮಾಡಿ ತುರ್ತಾಗಿ ವಿಲೇವಾರಿ ಮಾಡಬೇಕು ಎಂದು ಎಲ್ಲಾ ಇಲಾಖಾ ಅಧಿಕಾರಿಗಳಿಗೆ ಸೂಚನೆ ನೀಡಿದರು. ಗ್ರಾಮದಲ್ಲಿ ಕರ್ತವ್ಯ ನಿರ್ವಹಿಸಿ :- ಪೌತಿ ಖಾತೆ, ಸಾಗುವಳಿ ಚೀಟಿ ಪ್ರಕರಣದಂತಹ ಕಂದಾಯ ಇಲಾಖೆಗೆ ಸಂಬಂಧಿಸಿದ ಬಹಳಷ್ಟು ಅರ್ಜಿಗಳು ಬರುತ್ತಿರುವ ಹಿನ್ನೆಲೆಯಲ್ಲಿ ಗ್ರಾಮಲೆಕ್ಕಾಧಿಕಾರಿಗಳು ವಾರದಲ್ಲಿ ಕಡ್ಡಾಯ 3 ದಿನ ಕಡ್ಡಾಯವಾಗಿ ಗ್ರಾಮದಲ್ಲಿ ಹಾಜರಿದ್ದು ಸಾರ್ವಜನಿಕರು ಸಲ್ಲಿಸುವಂತಹ ಅರ್ಜಿಗಳನ್ನು ಸ್ವೀಕರಿಸಬೇಕು ಎಂದು ನಿರ್ದೇಶನ ನೀಡಿದರು. ಜಿಲ್ಲೆ ಅಂತ್ಯದೊಳಗೆ 4 ಸಾವಿರ ಪೌತಿ ಖಾತೆ ಮಾಡುವ ಗುರಿ ನೀಡಲಾಗಿದೆ ಎಂದರು. ಜನಸ್ಪಂದನ ಅಹವಾಲುಗಳನ್ನು ಸ್ವೀಕರಿಸಿ, ಜಿಲ್ಲಾಧಿಕಾರಿ ಶುಭ ಕಲ್ಯಾಣ್, ಜಿಲ್ಲಾ ಪಂಚಾಯತ್ ಮುಖ್ಯ ಕಾರ್ಯನಿರ್ವಹಣಾಧಿಕಾರಿ ಜಿ.ಪ್ರಭು ಅರ್ಜಿಗಳನ್ನು ಸ್ವೀಕರಿಸಿ ಆಡಳಿತ ಕ್ರಮಗಳಿಗಾಗಿ ಅಧಿಕಾರಿಗಳಿಗೆ ಸೂಚನೆ ನೀಡಿ ಅರ್ಜಿಗಳ ವಿಲೇವಾರಿಗೆ ನಿರ್ದೇಶನ ನೀಡಿದರು. [717, 555, 904, 1021]
public-notice-body: ಹಾಲು ಉತ್ಪಾದಕರ ಸಹಕಾರ ಸಂಘ ನಿ., ತಿಮ್ಮಲಾಪುರ, ತಿಪಟೂರು ತಾ. ಈ ಸಹಕಾರ ಚುನಾವಣಾ ದಿನಾಂಕದಿಂದ ಮುಂದಿನ 5 ವರ್ಷಗಳ ಅವಧಿಗೆ ದಿನಾಂಕ:07-07-2024 ರಂದು ಬೆಳಿಗ್ಗೆ 9.00 ರಿಂದ ಮಧ್ಯಾಹ್ನ 4.00 ಗಂಟೆಯ ವರೆಗೆ ಹಾಲು ಉತ್ಪಾದಕರ ಸಹಕಾರ ಸಂಘ ನಿ., ತಿಮ್ಮಲಾಪುರ, ತಿಪಟೂರು ತಾ. ಈ ಸಂಘದ ಆವರಣದಲ್ಲಿ ಸಹಕಾರ ಚುನಾವಣೆ ನಡೆಸಿ ಪ್ರಕಟಣೆ ಹೊರಡಿಸಲಾಗಿದೆ. ಈ ಬಗ್ಗೆ ಚುನಾವಣಾ ವೇಳಾ ಪಟ್ಟಿಯನ್ನು ಎಲ್ಲಾ ಮತದಾರರಿಗೆ ತಲುಪಿಸಲಾಗುತ್ತಿದೆ. ತಲುಪದೇ ಇರುವವರು ಸಂಘದ ಕಾರ್ಯದರ್ಶಿಯವರನ್ನು ಸಂಪರ್ಕಿಸಿ ಪಡೆಯತಕ್ಕದ್ದು. ಕಛೇರಿ ಸಾರ್ವಜನಿಕರ ವೀಕ್ಷಣೆಗೆ ಪ್ರತಿ ಪ್ರಕಟಿಸಲಾಗಿರುತ್ತದೆ. [810, 1885, 1488, 1956]
story2-column-3: ಸಂಪರ್ಕಿಸಬಹುದಾಗಿದೆ. ಚಿಕ್ಕನಾಯಕನಹಳ್ಳಿ ತಾಲ್ಲೂಕು ಜೆ.ಸಿ. ಪುರ ತೋಟಗಾರಿಕೆ ಕ್ಷೇತ್ರದಲ್ಲಿ ಅಡಿಕೆ, ನಿಂಬೆ, ಕರಿಬೇವು ಸಸಿಗಳು ಲಭ್ಯವಿದ್ದು, ಗುರುಸ್ವಾಮಿ(8088125477) ಅವರನ್ನು ಸಂಪರ್ಕಿಸಬಹುದಾಗಿದೆ. ಮಧುಗಿರಿ ತಾಲ್ಲೂಕು ಬಿಡದಿಪಲ್ಲ ಇಂದಿರಾ ತೋಟಗಾರಿಕೆ ಕ್ಷೇತ್ರದಲ್ಲಿ ತೆಂಗು, ಅಡಿಕೆ, ಕರಿಬೇವು, ನಿಂಬೆ, ಸೀಬೆ, ಹುಣಸೆ ಸಸಿಗಳು ಲಭ್ಯವಿದ್ದು, ಉಗ್ರಪ್ಪ (9141621105) ಅವರನ್ನು ಸಂಪರ್ಕಿಸಬಹುದಾಗಿದೆ. ತುರುವೇಕೆರೆ ತಾಲ್ಲೂಕು ಮಾಯಸಂದ್ರ ತೋಟಗಾರಿಕೆ ಕ್ಷೇತ್ರದಲ್ಲಿ ತೆಂಗು, ಮಾವು, ನಿಂಬೆ, ಕರಿಬೇವು, ಅಡಿಕೆ, ಕಾಳುಮೆಣಸು ಸಸಿಗಳು ಲಭ್ಯವಿದ್ದು, ಪ್ರವೀಣ(8971167552, 8618468202) ಅವರನ್ನು ಸಂಪರ್ಕಿಸಬಹುದಾಗಿದೆ. ತಿಪಟೂರು ಗೊರಗೊಂಡನಹಳ್ಳಿ ತೋಟಗಾರಿಕೆ ಕ್ಷೇತ್ರದಲ್ಲಿ ತೆಂಗು, ಅಡಿಕೆ, ಕರಿಬೇವು, ನಿಂಬೆ, ಮಾವು, ಸೀಬೆ ಸಸಿಗಳು ಲಭ್ಯವಿದ್ದು, [521, 1204, 837, 1407]
logo-part1: ತುಮಕೂರು [18, 5, 83, 26]
story1-photo-stage [331, 134, 904, 544]
story2-headline: ವಿವಿಧ ತೋಟಗಾರಿಕೆ ಕ್ಷೇತ್ರ : ಸಸಿ/ಕಸಿಗಳ ವಿವರ ಸ್ನೇಹ ಸಮ್ಮಿಲನ [14, 1134, 895, 1185]
missing-person-body: ತುಮಕೂರು: ತುಮಕೂರು ಗ್ರಾಮಾಂತರ ಪೊಲೀಸ್ ಠಾಣೆ ವ್ಯಾಪ್ತಿಯ ಕಸಬಾ ಹೋಬಳಿ ಅರಕೆರೆ ಗ್ರಾಮದ ಸುಮಾರು 43 ವರ್ಷದ ಚಿದಾನಂದ ಎಂಬ ವ್ಯಕ್ತಿಯು 2016ರ ಜೂನ್ ಮಾಹೆಯಿಂದ ಕಾಣೆಯಾಗಿರುವ ಬಗ್ಗೆ ಠಾಣೆಯಲ್ಲಿ ದೂರು ದಾಖಲಾಗಿರುತ್ತದೆ. ಕಾಣೆಯಾದ ವ್ಯಕ್ತಿಯು 5.5 ಅಡಿ ಎತ್ತರ, ಎಣ್ಣೆಗೆಂಪು ಮೈ ಬಣ್ಣ, ಸಾಧಾರಣ ಮೈಕಟ್ಟು ಹೊಂದಿದ್ದು, ಕಾಣೆಯಾದ ವ್ಯಕ್ತಿಯ ಸುಳಿವು ಪತ್ತೆಯಾದಲ್ಲಿ ಠಾಣೆಯ ದೂರವಾಣಿ ಸಂಖ್ಯೆಗೆ ಸಂಪರ್ಕಿಸಬೇಕೆಂದು ಪೊಲೀಸ್ ಸಬ್ ಇನ್ಸ್‌ಪೆಕ್ಟರ್ ತಿಳಿಸಿದ್ದಾರೆ. [803, 1722, 1495, 1772]
